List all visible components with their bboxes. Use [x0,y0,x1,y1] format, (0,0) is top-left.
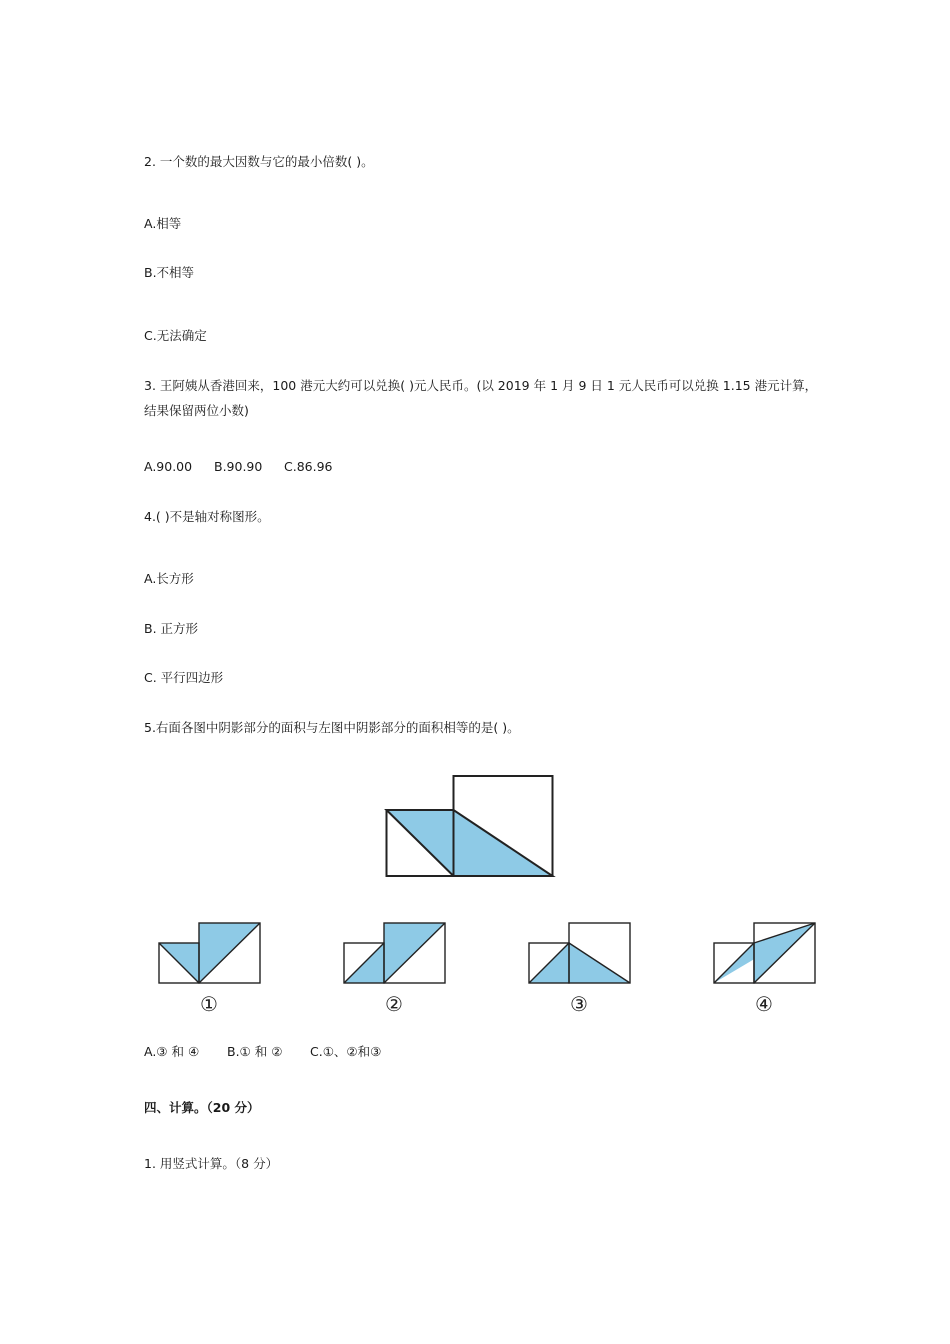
q3-option-a: A.90.00 [144,459,193,474]
q2-option-a: A.相等 [144,216,182,231]
section-subquestion: 1. 用竖式计算。（8 分） [144,1156,279,1171]
figure-label-3: ③ [570,992,588,1016]
q5-options [144,1044,381,1060]
q5-stem: 5.右面各图中阴影部分的面积与左图中阴影部分的面积相等的是( )。 [144,720,520,735]
q3-stem-line2: 结果保留两位小数) [144,403,249,418]
q2-option-c: C.无法确定 [144,328,207,343]
q5-option-a: A.③ 和 ④ [144,1044,200,1059]
q5-figure-2 [342,921,448,1017]
section-title: 四、计算。（20 分） [144,1100,260,1115]
q4-stem: 4.( )不是轴对称图形。 [144,509,270,524]
q5-main-figure [384,774,556,880]
q4-option-b: B. 正方形 [144,621,199,636]
figure-label-1: ① [200,992,218,1016]
q5-figure-3 [527,921,633,1017]
q4-option-c: C. 平行四边形 [144,670,224,685]
q3-options [144,459,333,475]
q4-option-a: A.长方形 [144,571,194,586]
q5-option-b: B.① 和 ② [227,1044,283,1059]
q3-option-b: B.90.90 [214,459,263,474]
q3-option-c: C.86.96 [284,459,333,474]
figure-label-4: ④ [755,992,773,1016]
q3-stem-line1: 3. 王阿姨从香港回来，100 港元大约可以兑换( )元人民币。(以 2019 年 1 月 9 日 1 元人民币可以兑换 1.15 港元计算， [144,378,818,393]
figure-label-2: ② [385,992,403,1016]
q2-stem: 2. 一个数的最大因数与它的最小倍数( )。 [144,154,374,169]
q5-option-c: C.①、②和③ [310,1044,382,1059]
q5-figure-1 [157,921,263,1017]
q2-option-b: B.不相等 [144,265,195,280]
q5-figure-4 [712,921,818,1017]
